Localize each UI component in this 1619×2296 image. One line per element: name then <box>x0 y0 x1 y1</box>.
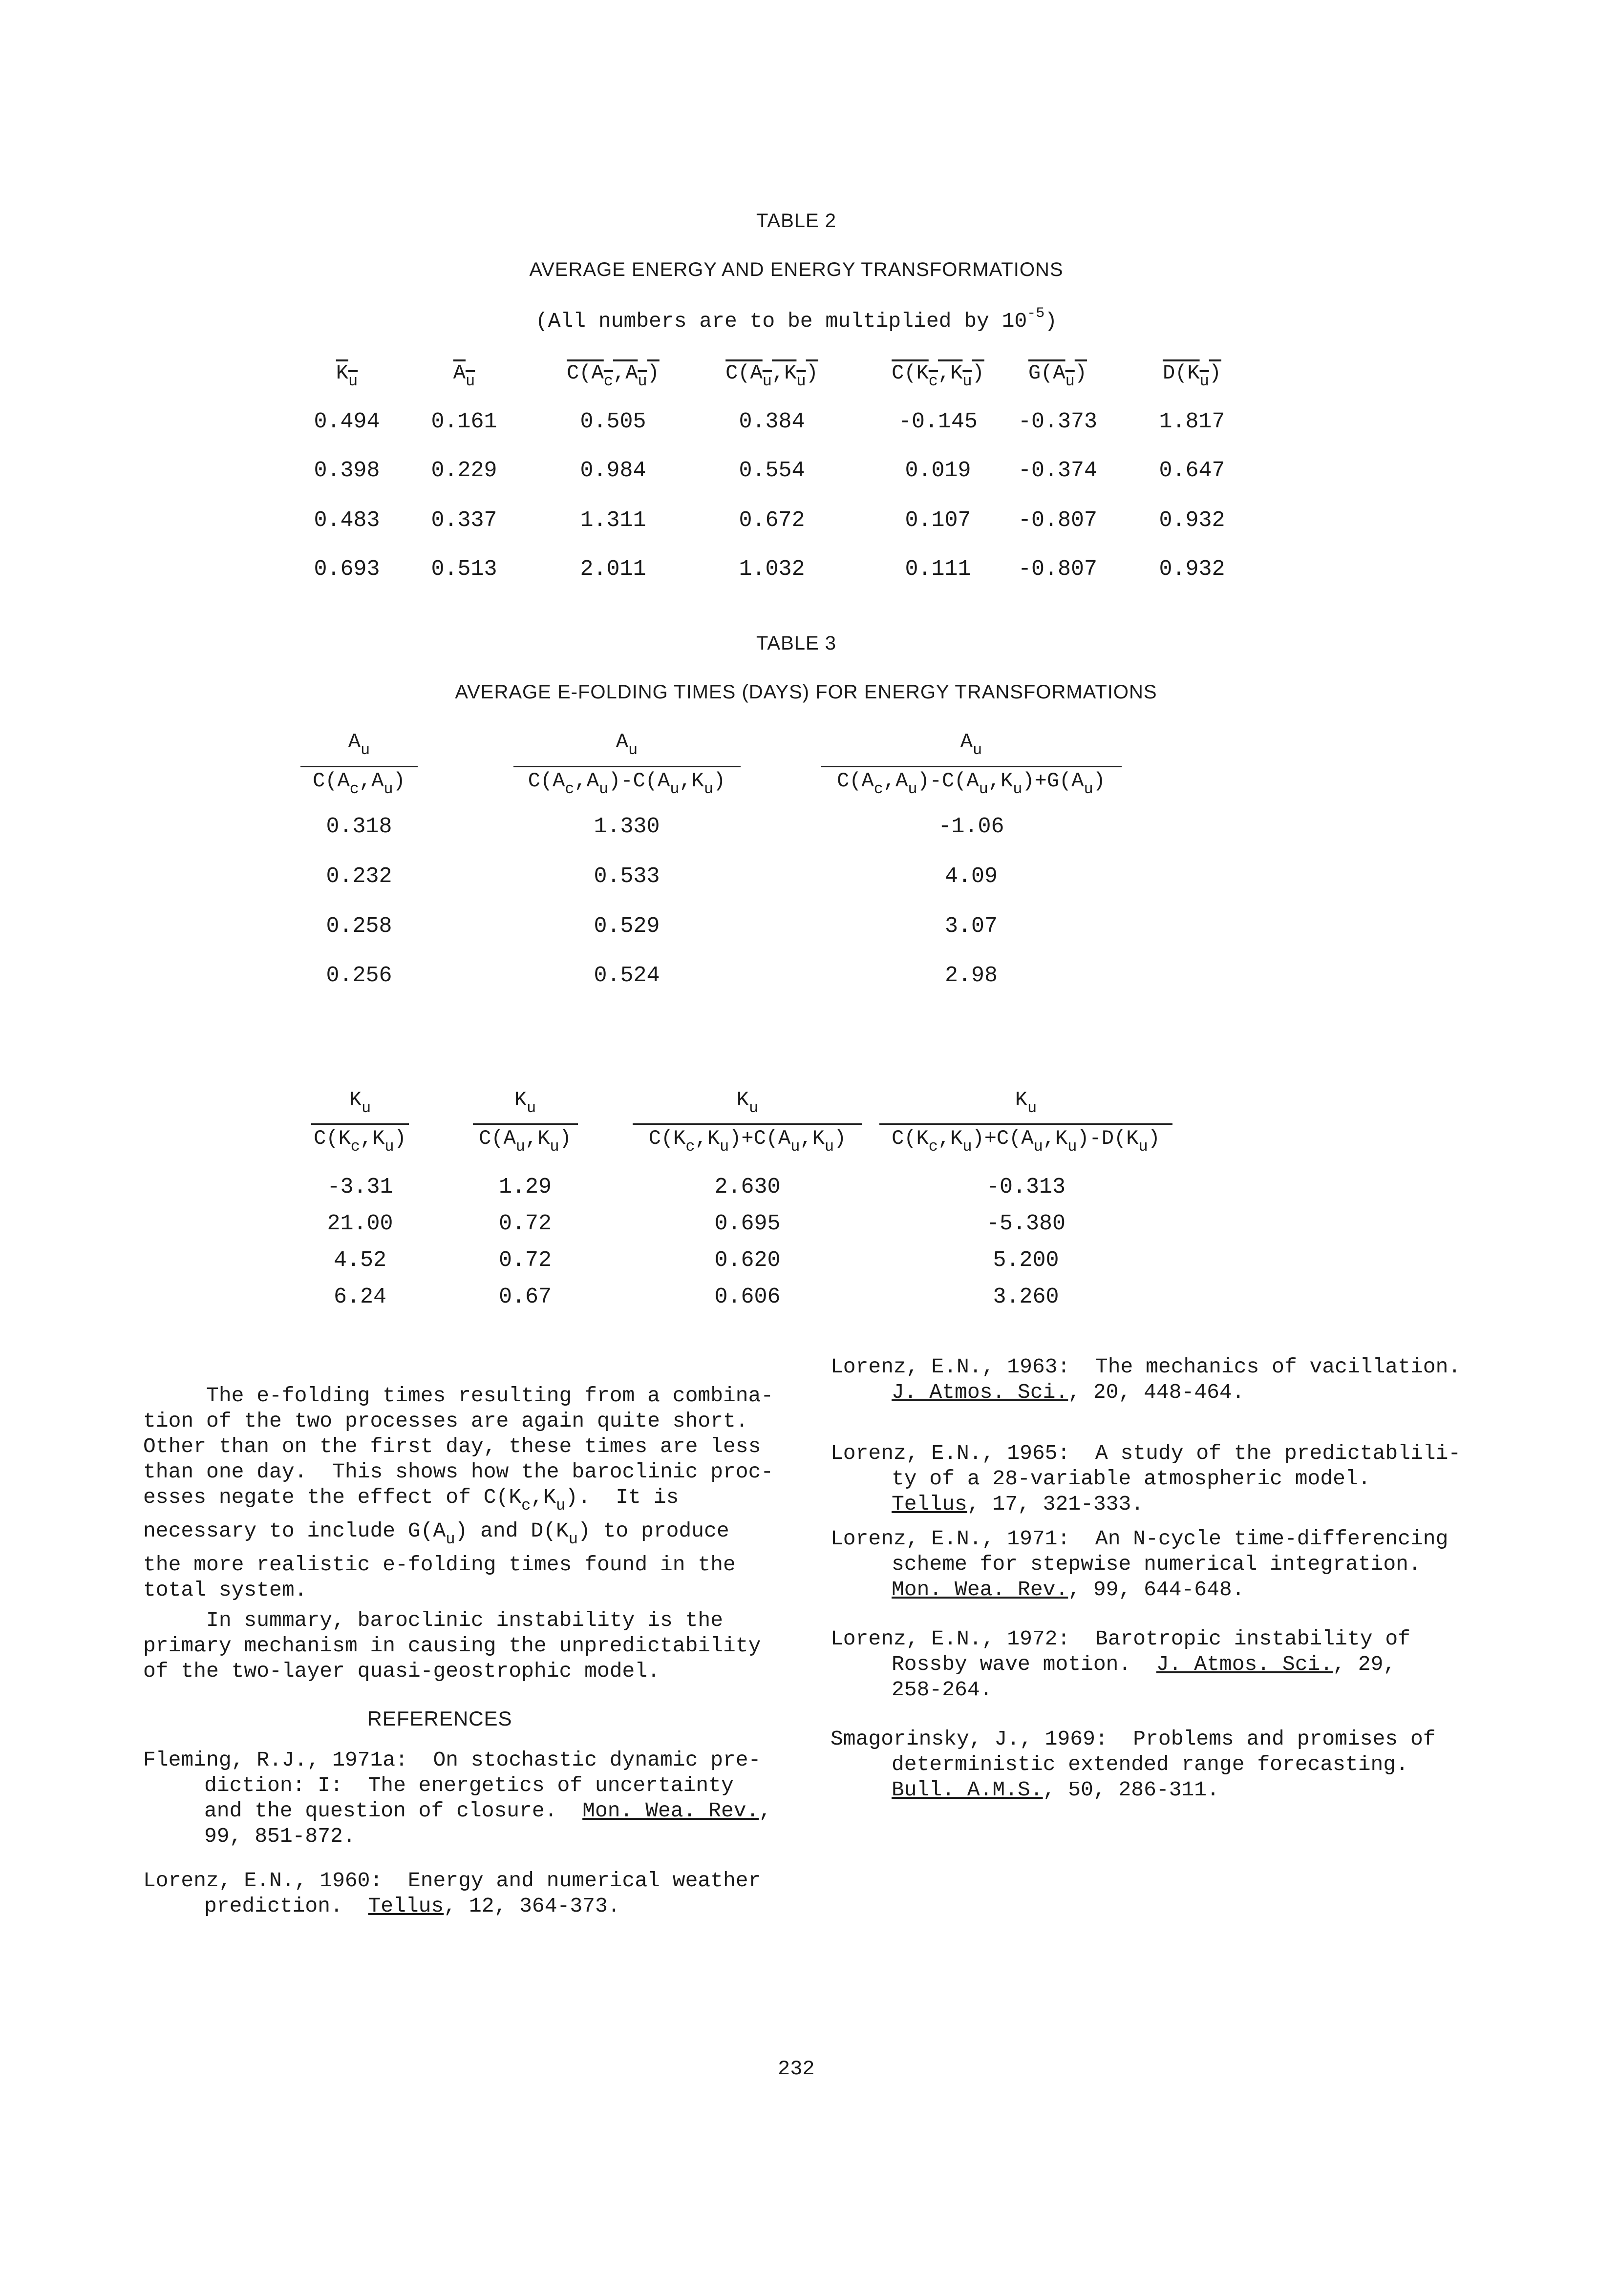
table-cell: -0.145 <box>898 409 978 434</box>
table-cell: 0.932 <box>1159 557 1225 582</box>
reference-journal-line: Mon. Wea. Rev., 99, 644-648. <box>892 1578 1245 1601</box>
table-cell: 1.311 <box>580 508 646 533</box>
reference-entry <box>831 1727 1436 1803</box>
table-cell: 0.554 <box>739 458 805 483</box>
table-cell: 1.330 <box>594 814 660 839</box>
table-cell: 0.384 <box>739 409 805 434</box>
fraction-bar <box>879 1123 1172 1125</box>
table-cell: 0.647 <box>1159 458 1225 483</box>
fraction-bar <box>821 766 1122 767</box>
journal-name: Tellus <box>892 1492 967 1516</box>
reference-first-line: Lorenz, E.N., 1972: Barotropic instability of <box>831 1627 1410 1651</box>
table-cell: 4.09 <box>944 864 998 889</box>
table-cell: 0.161 <box>431 409 497 434</box>
journal-name: Bull. A.M.S. <box>892 1778 1043 1802</box>
fraction-denominator: $C(A_c,A_u)$ <box>313 769 405 798</box>
table-cell: 0.72 <box>498 1211 552 1236</box>
table2-subtitle: AVERAGE ENERGY AND ENERGY TRANSFORMATIONS <box>529 259 1064 280</box>
column-header-text: $K_u$ <box>336 361 358 390</box>
reference-entry <box>143 1868 761 1919</box>
fraction-bar <box>473 1123 578 1125</box>
table-cell: 2.011 <box>580 557 646 582</box>
table-cell: 0.606 <box>714 1285 781 1309</box>
reference-entry <box>831 1626 1410 1703</box>
fraction-numerator: $A_u$ <box>960 730 982 759</box>
table-cell: 0.529 <box>594 914 660 939</box>
reference-first-line: Smagorinsky, J., 1969: Problems and promises of <box>831 1727 1436 1751</box>
fraction-denominator: $C(A_c,A_u)-C(A_u,K_u)$ <box>528 769 726 798</box>
subscript: u <box>628 741 638 759</box>
table-cell: 1.032 <box>739 557 805 582</box>
fraction-numerator: $K_u$ <box>1015 1088 1037 1117</box>
fraction-denominator: $C(K_c,K_u)+C(A_u,K_u)-D(K_u)$ <box>892 1127 1160 1156</box>
table-cell: 3.07 <box>944 914 998 939</box>
table-cell: -0.374 <box>1018 458 1098 483</box>
table-cell: -1.06 <box>938 814 1004 839</box>
table-cell: 0.019 <box>905 458 971 483</box>
table-cell: 0.932 <box>1159 508 1225 533</box>
subscript: u <box>1199 372 1209 390</box>
fraction-bar <box>633 1123 862 1125</box>
table-cell: 0.107 <box>905 508 971 533</box>
table2-column-header <box>525 361 701 390</box>
fraction-denominator: $C(K_c,K_u)$ <box>314 1127 406 1156</box>
table-cell: 0.318 <box>326 814 392 839</box>
journal-name: Mon. Wea. Rev. <box>582 1799 759 1823</box>
table-cell: -5.380 <box>986 1211 1066 1236</box>
table-cell: 0.505 <box>580 409 646 434</box>
reference-entry <box>831 1354 1461 1405</box>
reference-entry <box>831 1441 1461 1517</box>
table-cell: 0.229 <box>431 458 497 483</box>
fraction-bar <box>513 766 741 767</box>
table-cell: 0.672 <box>739 508 805 533</box>
reference-line: 258-264. <box>892 1678 993 1702</box>
table-cell: 0.984 <box>580 458 646 483</box>
reference-entry <box>143 1748 771 1849</box>
column-header-text: $C(A_c,A_u)$ <box>567 361 660 390</box>
fraction-bar <box>311 1123 409 1125</box>
reference-first-line: Lorenz, E.N., 1960: Energy and numerical weather <box>143 1869 761 1893</box>
subscript: u <box>762 372 772 390</box>
subscript: u <box>638 372 647 390</box>
journal-name: J. Atmos. Sci. <box>1156 1652 1333 1676</box>
table2-note: (All numbers are to be multiplied by $10^{-5}$) <box>535 305 1058 333</box>
reference-entry <box>831 1526 1448 1602</box>
reference-journal-line: prediction. Tellus, 12, 364-373. <box>204 1894 620 1918</box>
table-cell: 6.24 <box>333 1285 387 1309</box>
table-cell: 0.67 <box>498 1285 552 1309</box>
reference-first-line: Lorenz, E.N., 1963: The mechanics of vacillation. <box>831 1355 1461 1379</box>
fraction-denominator: $C(A_u,K_u)$ <box>479 1127 572 1156</box>
table-cell: 0.620 <box>714 1248 781 1273</box>
subscript: u <box>361 741 370 759</box>
table2-column-header <box>684 361 860 390</box>
fraction-numerator: $A_u$ <box>616 730 638 759</box>
reference-first-line: Lorenz, E.N., 1965: A study of the predictablili- <box>831 1441 1461 1465</box>
reference-journal-line: Bull. A.M.S., 50, 286-311. <box>892 1778 1219 1802</box>
reference-journal-line: Rossby wave motion. J. Atmos. Sci., 29, <box>892 1652 1396 1676</box>
subscript: u <box>1065 372 1075 390</box>
reference-line: ty of a 28-variable atmospheric model. <box>892 1467 1371 1491</box>
subscript: u <box>527 1099 536 1117</box>
table-cell: -0.373 <box>1018 409 1098 434</box>
table2-column-header <box>1104 361 1280 390</box>
table-cell: 0.232 <box>326 864 392 889</box>
summary-paragraph-2: In summary, baroclinic instability is the primary mechanism in causing the unpredictability of the two-layer quasi-geostrophic model. <box>143 1608 761 1683</box>
table-cell: 0.111 <box>905 557 971 582</box>
column-header-text: $D(K_u)$ <box>1162 361 1222 390</box>
table-cell: 0.337 <box>431 508 497 533</box>
reference-line: scheme for stepwise numerical integration. <box>892 1552 1421 1576</box>
table-cell: 0.398 <box>314 458 380 483</box>
reference-line: diction: I: The energetics of uncertainty <box>204 1773 734 1797</box>
fraction-numerator: $K_u$ <box>349 1088 371 1117</box>
table-cell: 0.256 <box>326 963 392 988</box>
fraction-numerator: $A_u$ <box>348 730 370 759</box>
reference-journal-line: Tellus, 17, 321-333. <box>892 1492 1144 1516</box>
column-header-text: $C(A_u,K_u)$ <box>725 361 818 390</box>
table-cell: -0.807 <box>1018 557 1098 582</box>
table-cell: -3.31 <box>327 1175 393 1200</box>
subscript: c <box>603 372 613 390</box>
table-cell: 0.695 <box>714 1211 781 1236</box>
table2-title: TABLE 2 <box>756 210 837 232</box>
table-cell: 0.693 <box>314 557 380 582</box>
references-heading: REFERENCES <box>367 1707 512 1730</box>
table-cell: -0.313 <box>986 1175 1066 1200</box>
table-cell: -0.807 <box>1018 508 1098 533</box>
column-header-text: $C(K_c,K_u)$ <box>892 361 984 390</box>
table-cell: 0.258 <box>326 914 392 939</box>
table-cell: 3.260 <box>993 1285 1059 1309</box>
reference-journal-line: J. Atmos. Sci., 20, 448-464. <box>892 1380 1245 1404</box>
table-cell: 2.630 <box>714 1175 781 1200</box>
subscript: u <box>796 372 806 390</box>
table-cell: 1.817 <box>1159 409 1225 434</box>
subscript: u <box>962 372 972 390</box>
column-header-text: $G(A_u)$ <box>1028 361 1087 390</box>
fraction-denominator: $C(A_c,A_u)-C(A_u,K_u)+G(A_u)$ <box>837 769 1106 798</box>
table-cell: 4.52 <box>333 1248 387 1273</box>
journal-name: Mon. Wea. Rev. <box>892 1578 1068 1601</box>
table3-subtitle: AVERAGE E-FOLDING TIMES (DAYS) FOR ENERGY TRANSFORMATIONS <box>455 681 1157 703</box>
journal-name: Tellus <box>368 1894 444 1918</box>
table-cell: 0.524 <box>594 963 660 988</box>
journal-name: J. Atmos. Sci. <box>892 1380 1068 1404</box>
table-cell: 0.72 <box>498 1248 552 1273</box>
subscript: u <box>973 741 982 759</box>
subscript: u <box>1027 1099 1037 1117</box>
fraction-denominator: $C(K_c,K_u)+C(A_u,K_u)$ <box>648 1127 847 1156</box>
reference-line: 99, 851-872. <box>204 1824 356 1848</box>
reference-journal-line: and the question of closure. Mon. Wea. Rev., <box>204 1799 772 1823</box>
table-cell: 0.533 <box>594 864 660 889</box>
fraction-numerator: $K_u$ <box>514 1088 536 1117</box>
reference-first-line: Fleming, R.J., 1971a: On stochastic dynamic pre- <box>143 1748 761 1772</box>
fraction-bar <box>300 766 418 767</box>
subscript: u <box>749 1099 759 1117</box>
table-cell: 0.513 <box>431 557 497 582</box>
fraction-numerator: $K_u$ <box>736 1088 759 1117</box>
table-cell: 1.29 <box>498 1175 552 1200</box>
reference-line: deterministic extended range forecasting. <box>892 1752 1408 1776</box>
reference-first-line: Lorenz, E.N., 1971: An N-cycle time-differencing <box>831 1527 1449 1551</box>
column-header-text: $A_u$ <box>453 361 475 390</box>
subscript: c <box>928 372 938 390</box>
summary-paragraph-1: The e-folding times resulting from a combina- tion of the two processes are again quite short. Other than on the first day, these times are less than one day. This shows how the baroclinic proc- esses negate the effect of $C(K_c,K_u)$. It is necessary to include $G(A_u)$ and $D(K_u)$ to produce the more realistic e-folding times found in the total system. <box>143 1384 774 1602</box>
table-cell: 21.00 <box>327 1211 393 1236</box>
table-cell: 5.200 <box>993 1248 1059 1273</box>
table-cell: 0.494 <box>314 409 380 434</box>
table3-title: TABLE 3 <box>756 632 837 654</box>
subscript: u <box>466 372 475 390</box>
table-cell: 0.483 <box>314 508 380 533</box>
subscript: u <box>348 372 358 390</box>
page-number: 232 <box>778 2057 815 2081</box>
subscript: u <box>362 1099 371 1117</box>
table-cell: 2.98 <box>944 963 998 988</box>
